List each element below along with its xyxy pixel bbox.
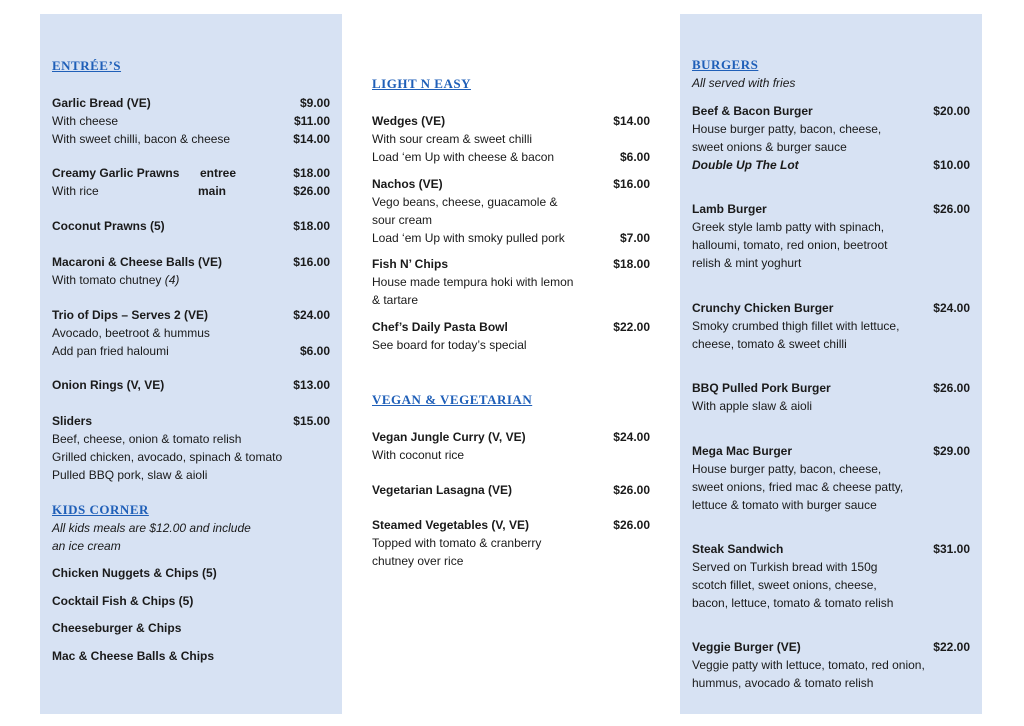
- menu-item-lamb-burger: Lamb Burger $26.00 Greek style lamb patty with spinach, halloumi, tomato, red onion, beetroot relish & mint yoghurt: [692, 202, 970, 270]
- right-menu-panel: [680, 14, 982, 714]
- menu-item-steak-sandwich: Steak Sandwich $31.00 Served on Turkish bread with 150g scotch fillet, sweet onions, cheese, bacon, lettuce, tomato & tomato relish: [692, 542, 970, 610]
- kids-item: Cheeseburger & Chips: [52, 621, 182, 635]
- burgers-heading: BURGERS: [692, 57, 759, 72]
- menu-item-coconut-prawns: Coconut Prawns (5) $18.00: [52, 219, 330, 233]
- menu-item-garlic-bread: Garlic Bread (VE) $9.00 With cheese $11.00 With sweet chilli, bacon & cheese $14.00: [52, 96, 330, 146]
- vegan-vegetarian-heading: VEGAN & VEGETARIAN: [372, 392, 533, 407]
- menu-item-nachos: Nachos (VE) $16.00 Vego beans, cheese, guacamole & sour cream Load ‘em Up with smoky pulled pork $7.00: [372, 177, 650, 245]
- middle-menu-panel: [358, 14, 670, 714]
- kids-item: Chicken Nuggets & Chips (5): [52, 566, 217, 580]
- menu-item-fish-n-chips: Fish N’ Chips $18.00 House made tempura hoki with lemon & tartare: [372, 257, 650, 307]
- menu-item-veggie-burger: Veggie Burger (VE) $22.00 Veggie patty with lettuce, tomato, red onion, hummus, avocado & tomato relish: [692, 640, 970, 690]
- kids-item: Mac & Cheese Balls & Chips: [52, 649, 215, 663]
- menu-item-sliders: Sliders $15.00 Beef, cheese, onion & tomato relish Grilled chicken, avocado, spinach & tomato Pulled BBQ pork, slaw & aioli: [52, 414, 330, 482]
- menu-item-bbq-pulled-pork-burger: BBQ Pulled Pork Burger $26.00 With apple slaw & aioli: [692, 381, 970, 413]
- menu-item-mac-cheese-balls: Macaroni & Cheese Balls (VE) $16.00 With tomato chutney (4): [52, 255, 330, 287]
- left-menu-panel: [40, 14, 342, 714]
- burgers-note: All served with fries: [692, 76, 796, 90]
- menu-item-vegetarian-lasagna: Vegetarian Lasagna (VE) $26.00: [372, 483, 650, 497]
- entrees-heading: ENTRÉE’S: [52, 58, 122, 73]
- light-n-easy-heading: LIGHT N EASY: [372, 76, 471, 91]
- menu-item-mega-mac-burger: Mega Mac Burger $29.00 House burger patty, bacon, cheese, sweet onions, fried mac & cheese patty, lettuce & tomato with burger sauce: [692, 444, 970, 512]
- menu-item-trio-of-dips: Trio of Dips – Serves 2 (VE) $24.00 Avocado, beetroot & hummus Add pan fried haloumi $6.00: [52, 308, 330, 358]
- menu-item-beef-bacon-burger: Beef & Bacon Burger $20.00 House burger patty, bacon, cheese, sweet onions & burger sauce Double Up The Lot $10.00: [692, 104, 970, 172]
- menu-item-vegan-curry: Vegan Jungle Curry (V, VE) $24.00 With coconut rice: [372, 430, 650, 462]
- menu-item-steamed-vegetables: Steamed Vegetables (V, VE) $26.00 Topped with tomato & cranberry chutney over rice: [372, 518, 650, 568]
- kids-corner-heading: KIDS CORNER: [52, 502, 149, 517]
- kids-item: Cocktail Fish & Chips (5): [52, 594, 194, 608]
- menu-item-pasta-bowl: Chef’s Daily Pasta Bowl $22.00 See board for today’s special: [372, 320, 650, 352]
- menu-item-onion-rings: Onion Rings (V, VE) $13.00: [52, 378, 330, 392]
- menu-item-creamy-garlic-prawns: Creamy Garlic Prawns entree $18.00 With rice main $26.00: [52, 166, 330, 198]
- kids-note-line1: All kids meals are $12.00 and include: [52, 521, 251, 535]
- menu-item-crunchy-chicken-burger: Crunchy Chicken Burger $24.00 Smoky crumbed thigh fillet with lettuce, cheese, tomato & sweet chilli: [692, 301, 970, 351]
- kids-note-line2: an ice cream: [52, 539, 121, 553]
- menu-item-wedges: Wedges (VE) $14.00 With sour cream & sweet chilli Load ‘em Up with cheese & bacon $6.00: [372, 114, 650, 164]
